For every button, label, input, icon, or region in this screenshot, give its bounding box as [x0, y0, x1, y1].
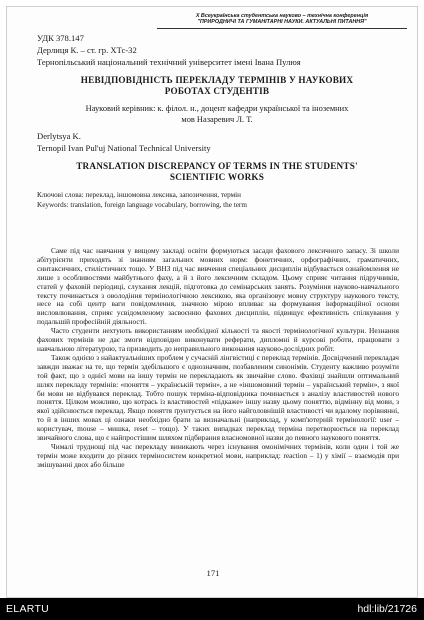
- handle-id: hdl:lib/21726: [357, 603, 417, 615]
- repository-name: ELARTU: [6, 603, 50, 615]
- title-en-line1: TRANSLATION DISCREPANCY OF TERMS IN THE STUDENTS': [76, 161, 358, 171]
- title-ua-line2: РОБОТАХ СТУДЕНТІВ: [164, 86, 270, 96]
- repository-footer: [0, 598, 424, 620]
- article-body: [37, 247, 399, 470]
- affiliation-ua: Тернопільський національний технічний університет імені Івана Пулюя: [37, 57, 301, 67]
- udc-code: УДК 378.147: [37, 33, 84, 43]
- conference-header: [157, 13, 407, 29]
- title-en-line2: SCIENTIFIC WORKS: [169, 172, 265, 182]
- body-paragraph-3: Також однією з найактуальніших проблем у сучасній лінгвістиці є переклад термінів. Досвідчений перекладач завжди зважає на те, що термін здебільшого є однозначним, позбавленим синонімів. Студенту важливо розуміти той факт, що з однієї мови на іншу термін не перекладають як звичайне слово. Фахівці знайшли оптимальний шлях перекладу термінів: «поняття – українській термін», а не «іншомовний термін – український термін», з якої би мови не відбувався переклад. Тобто пошук терміна-відповідника починається з аналізу властивостей нового поняття. Цілком можливо, що котрась із властивостей «підкаже» іншу назву цьому поняттю, відмінну від мови, з якої здійснюється переклад. Якщо поняття ґрунтується на його найголовнішій властивості чи вдалому порівнянні, то й в інших мовах ці ознаки необхідно брати за визначальні (наприклад, у комп'ютерній термінології: user – користувач, mouse – мишка, reset – тощо). У таких випадках переклад терміна перетворюється на переклад звичайного слова, що є найпростішим шляхом підбирання власномовної назви до певного наукового поняття.: [37, 352, 399, 443]
- body-paragraph-4: Чималі труднощі під час перекладу виникають через існування омонімічних термінів, коли один і той же термін може входити до різних терміносистем конкретної мови, наприклад: reaction – 1) у хімії – взаємодія при змішуванні двох або більше: [37, 441, 399, 469]
- body-paragraph-1: Саме під час навчання у вищому закладі освіти формуються засади фахового лексичного запасу. Зі школи абітурієнти приходять зі знанням загальних мовних норм: фонетичних, орфографічних, граматичних, синтаксичних, стилістичних тощо. У ВНЗ під час вивчення спеціальних дисциплін відбувається ознайомлення не лише з особливостями майбутнього фаху, а й з його лексичним складом. Цьому сприяє читання підручників, статей у фаховій періодиці, слухання лекцій, підготовка до семінарських занять. Розуміння науково-навчального тексту починається з оволодіння термінологічною лексикою, яка організовує мовну структуру наукового тексту, несе на собі центр ваги повідомлення, значною мірою впливає на формування інформаційної основи висловлювання, сприяє усвідомленому засвоєнню фахових дисциплін, підвищує ефективність спілкування у подальшій професійній діяльності.: [37, 246, 399, 327]
- conference-header-line2: "ПРИРОДНИЧІ ТА ГУМАНІТАРНІ НАУКИ. АКТУАЛЬНІ ПИТАННЯ": [197, 19, 367, 26]
- title-ua-line1: НЕВІДПОВІДНІСТЬ ПЕРЕКЛАДУ ТЕРМІНІВ У НАУКОВИХ: [80, 75, 354, 85]
- author-ua: Дерлиця К. – ст. гр. ХТс-32: [37, 45, 137, 55]
- affiliation-en: Ternopil Ivan Pul'uj National Technical University: [37, 143, 211, 153]
- advisor-line1: Науковий керівник: к. філол. н., доцент кафедри української та іноземних: [85, 104, 349, 113]
- author-en: Derlytsya K.: [37, 131, 81, 141]
- keywords-ua: Ключові слова: переклад, іншомовна лексика, запозичення, термін: [37, 191, 242, 199]
- conference-header-line1: X Всеукраїнська студентська науково – технічна конференція: [195, 13, 369, 19]
- keywords-en: Keywords: translation, foreign language vocabulary, borrowing, the term: [37, 201, 247, 209]
- body-paragraph-2: Часто студенти нехтують використанням необхідної кількості та якості термінологічної культури. Незнання фахових термінів не дає змоги відповідно виконувати реферати, дипломні й курсові роботи, працювати з навчальною літературою, та призводить до неправильного виконання науково-дослідних робіт.: [37, 326, 399, 353]
- page-number: 171: [206, 568, 220, 578]
- advisor-line2: мов Назаревич Л. Т.: [181, 115, 253, 124]
- paper-page: [6, 6, 418, 598]
